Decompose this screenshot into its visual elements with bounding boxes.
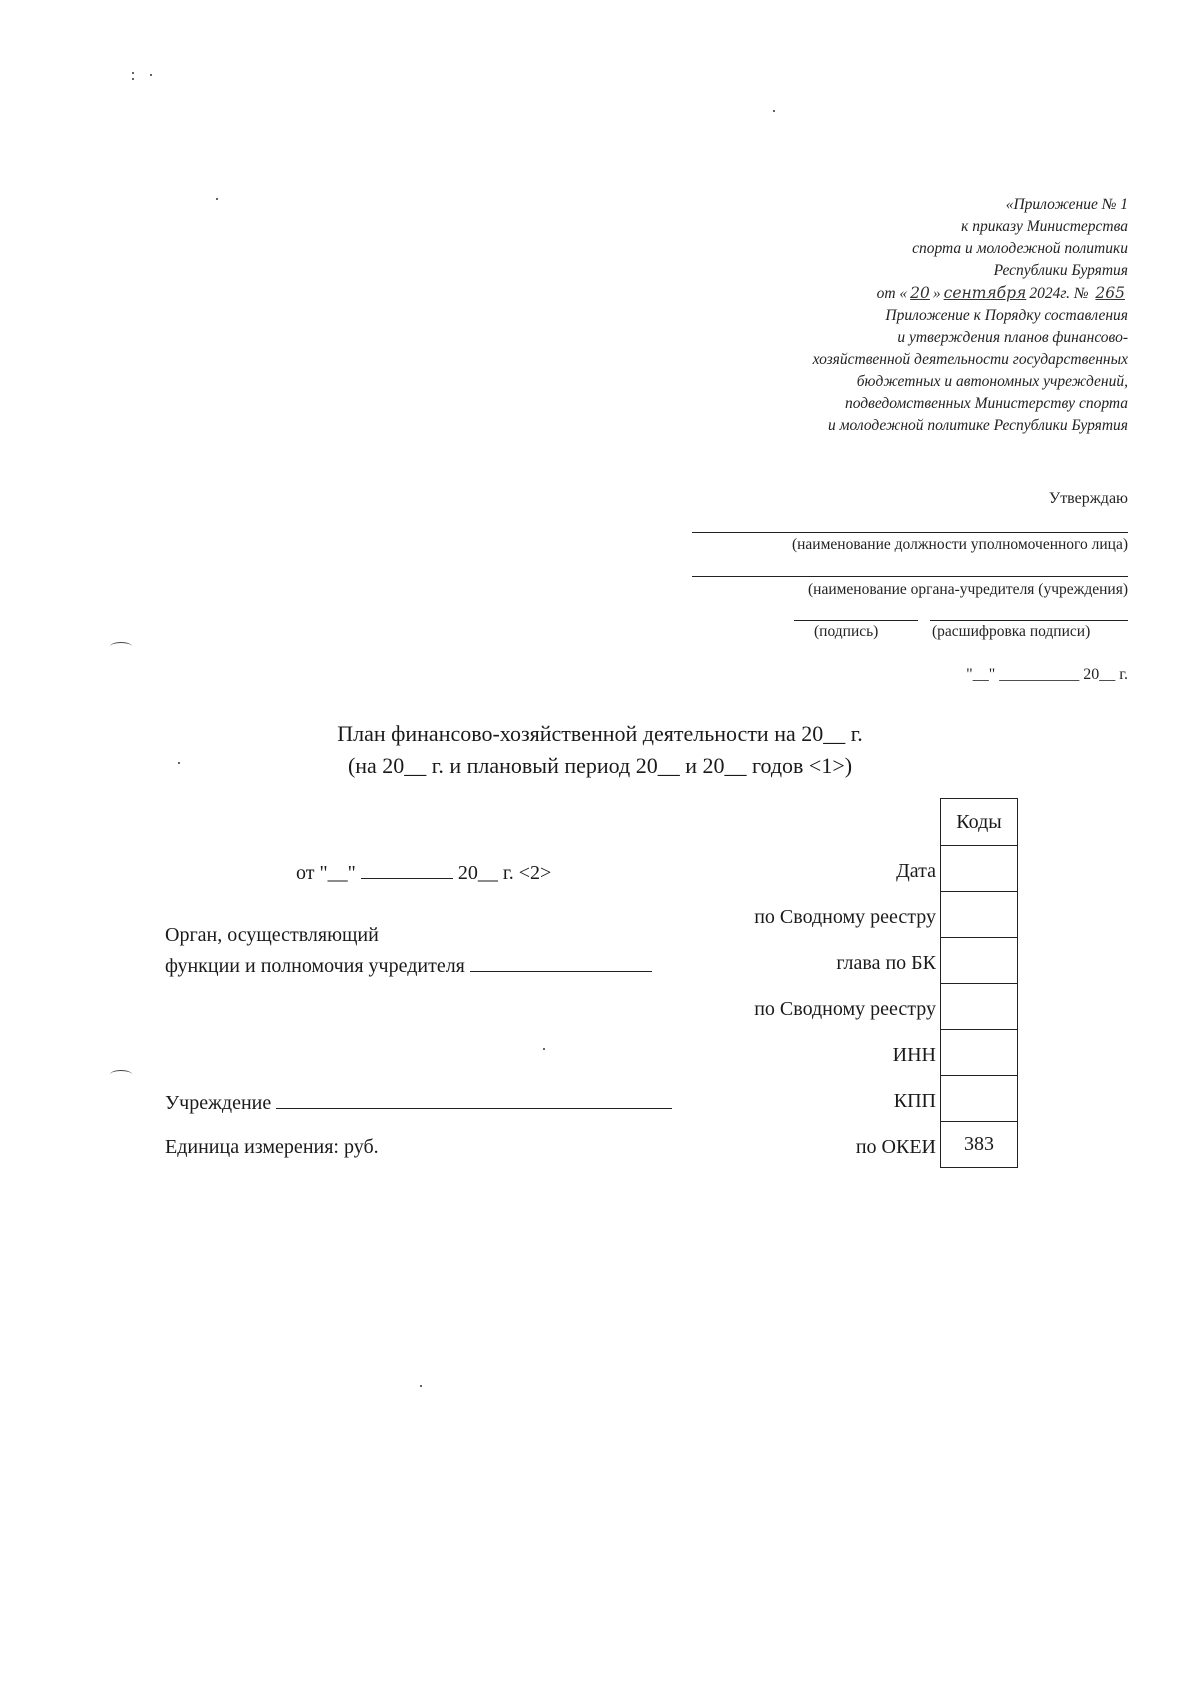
code-cell-okei: 383 <box>941 1121 1017 1167</box>
code-cell-consolidated-registry-2 <box>941 983 1017 1029</box>
code-label-consolidated-registry: по Сводному реестру <box>754 906 936 928</box>
code-cell-inn <box>941 1029 1017 1075</box>
appendix-header <box>608 194 1128 437</box>
signature-decoding-line <box>930 620 1128 621</box>
institution-blank <box>276 1090 672 1109</box>
order-prefix: от « <box>876 285 908 302</box>
order-number-handwritten: 265 <box>1095 284 1125 302</box>
appendix-line: спорта и молодежной политики <box>912 240 1128 257</box>
organ-blank <box>470 953 652 972</box>
order-day-handwritten: 20 <box>910 284 930 302</box>
plan-title <box>0 718 1200 782</box>
code-cell-date <box>941 845 1017 891</box>
plan-date-suffix: 20__ г. <2> <box>457 862 552 884</box>
signature-line <box>794 620 918 621</box>
position-signature-line <box>692 532 1128 533</box>
code-label-kpp: КПП <box>893 1090 936 1112</box>
organ-signature-line <box>692 576 1128 577</box>
organ-label-line1: Орган, осуществляющий <box>165 924 379 946</box>
plan-subtitle-line: (на 20__ г. и плановый период 20__ и 20__ годов <1>) <box>347 753 853 778</box>
code-cell-kpp <box>941 1075 1017 1121</box>
appendix-line: и утверждения планов финансово- <box>897 329 1128 346</box>
appendix-line: подведомственных Министерству спорта <box>845 395 1128 412</box>
code-cell-budget-chapter <box>941 937 1017 983</box>
code-label-okei: по ОКЕИ <box>855 1136 936 1158</box>
order-mid: » <box>932 285 941 302</box>
order-date-line <box>608 282 1128 305</box>
appendix-line: Республики Бурятия <box>993 262 1128 279</box>
code-cell-consolidated-registry <box>941 891 1017 937</box>
signature-caption: (подпись) <box>814 623 879 640</box>
unit-label: Единица измерения: руб. <box>165 1136 379 1158</box>
order-year: 2024г. № <box>1029 285 1089 302</box>
decoding-caption: (расшифровка подписи) <box>932 623 1091 640</box>
approve-word: Утверждаю <box>1048 490 1128 507</box>
codes-header: Коды <box>956 811 1002 833</box>
plan-date-line <box>296 860 551 885</box>
margin-mark <box>110 1070 132 1079</box>
code-label-budget-chapter: глава по БК <box>836 952 936 974</box>
margin-mark <box>110 642 132 651</box>
approval-date: "__" __________ 20__ г. <box>966 666 1128 683</box>
scan-speck <box>132 78 134 80</box>
plan-date-prefix: от "__" <box>296 862 356 884</box>
organ-label-line2 <box>165 953 652 978</box>
plan-title-line: План финансово-хозяйственной деятельности на 20__ г. <box>337 721 863 746</box>
scan-speck <box>420 1385 422 1387</box>
plan-date-month-blank <box>361 860 453 879</box>
code-label-consolidated-registry-2: по Сводному реестру <box>754 998 936 1020</box>
code-label-inn: ИНН <box>892 1044 936 1066</box>
scan-speck <box>543 1048 545 1050</box>
scan-speck <box>150 74 152 76</box>
appendix-line: бюджетных и автономных учреждений, <box>856 373 1128 390</box>
position-caption: (наименование должности уполномоченного лица) <box>791 536 1128 553</box>
organ-caption: (наименование органа-учредителя (учреждения) <box>807 581 1128 598</box>
scan-speck <box>216 198 218 200</box>
codes-table <box>940 798 1018 1168</box>
appendix-line: хозяйственной деятельности государственных <box>812 351 1128 368</box>
appendix-line: к приказу Министерства <box>961 218 1128 235</box>
organ-label-text: функции и полномочия учредителя <box>165 955 465 977</box>
institution-line <box>165 1090 672 1115</box>
scan-speck <box>773 110 775 112</box>
order-month-handwritten: сентября <box>943 284 1027 302</box>
appendix-line: и молодежной политике Республики Бурятия <box>828 417 1128 434</box>
appendix-line: Приложение к Порядку составления <box>885 307 1128 324</box>
appendix-line: «Приложение № 1 <box>1005 196 1128 213</box>
institution-label: Учреждение <box>165 1092 272 1114</box>
scan-speck <box>132 72 134 74</box>
code-label-date: Дата <box>896 860 936 882</box>
